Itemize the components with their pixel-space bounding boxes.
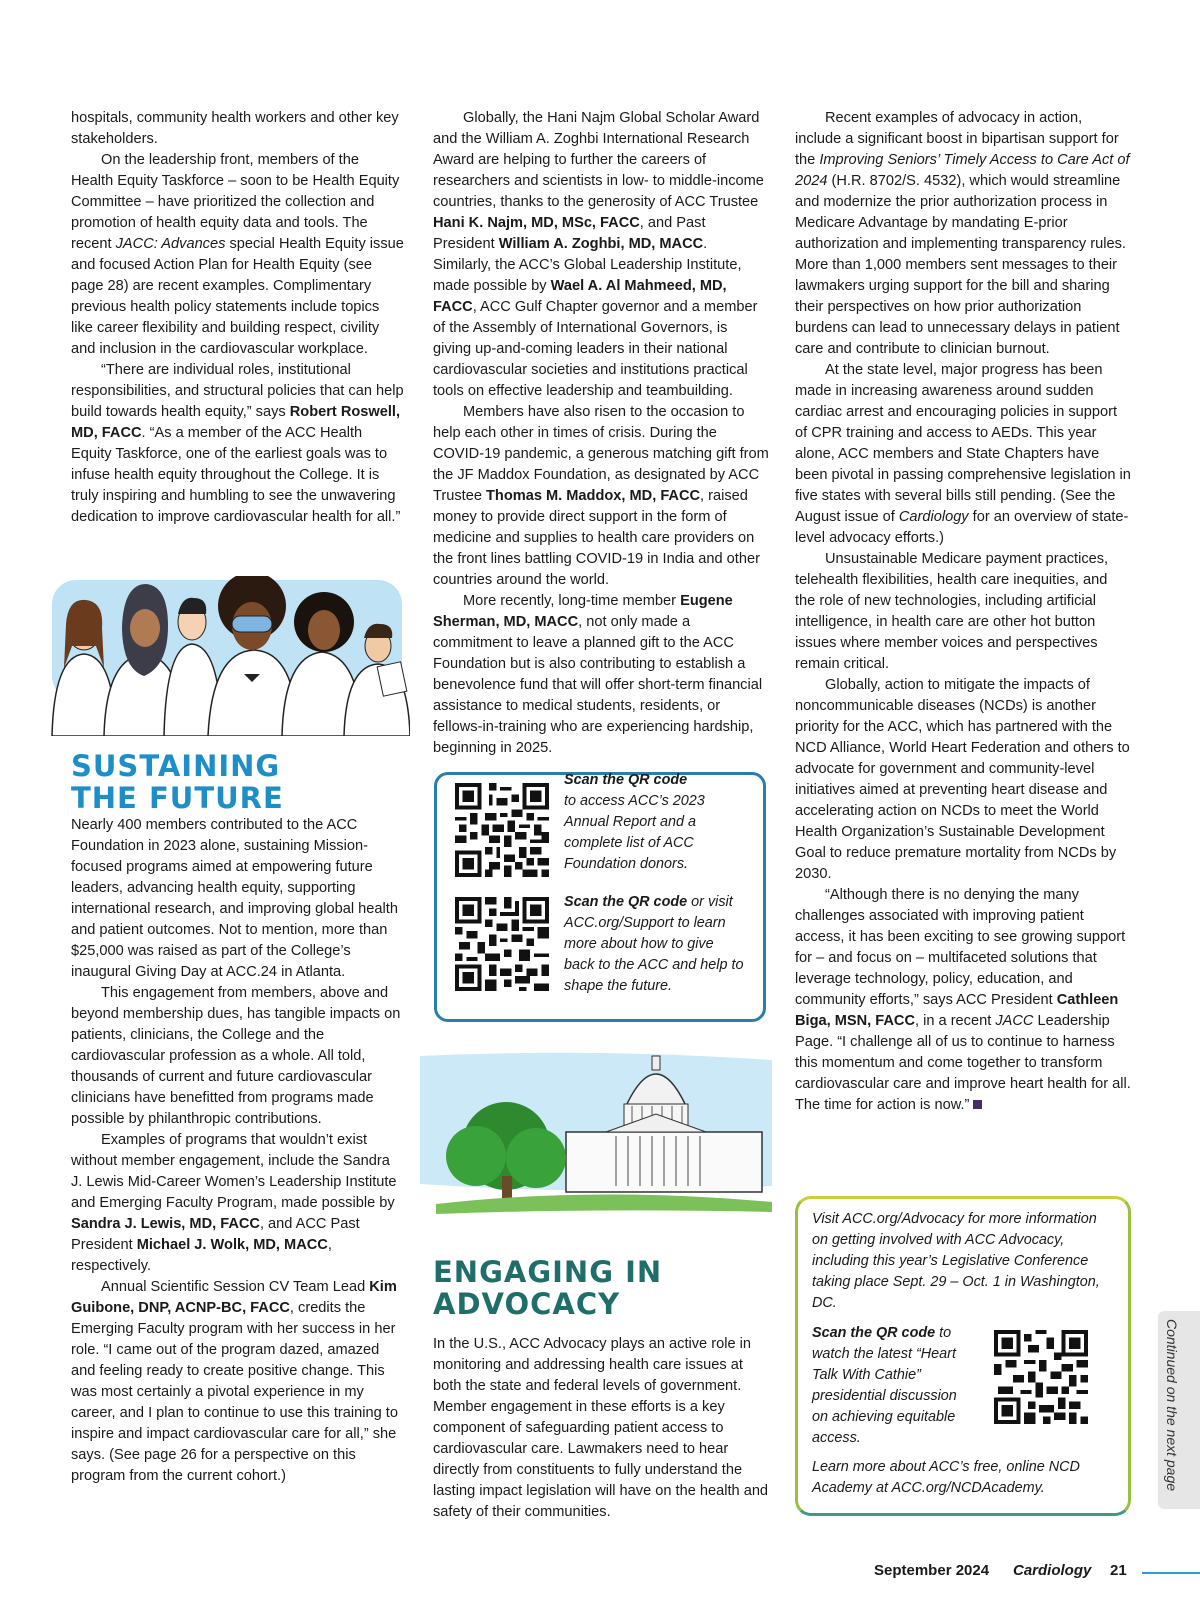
text: More recently, long-time member bbox=[463, 593, 681, 609]
heading-line: SUSTAINING bbox=[71, 749, 281, 783]
column-3-text bbox=[795, 108, 1131, 1116]
text: Members have also risen to the occasion to help each other in times of crisis. During the COVID-19 pandemic, a generous matching gift from the JF Maddox Foundation, as designated by ACC Trustee bbox=[433, 404, 769, 504]
text: Annual Scientific Session CV Team Lead bbox=[101, 1279, 370, 1295]
text: , credits the Emerging Faculty program with her success in her role. “I came out of the program dazed, amazed and feeling ready to create positive change. This was most certainly a pivotal experience in my career, and I plan to continue to use this training to inspire and impact cardiovascular care for all,” she says. (See page 26 for a perspective on this program from the current cohort.) bbox=[71, 1300, 398, 1484]
paragraph bbox=[71, 983, 405, 1130]
text: for an overview of state-level advocacy efforts.) bbox=[795, 509, 1129, 546]
doctors-illustration bbox=[44, 576, 410, 736]
qr-caption bbox=[564, 892, 744, 997]
paragraph bbox=[71, 815, 405, 983]
person-name: Robert Roswell, MD, FACC bbox=[71, 404, 401, 441]
callout-bold: Scan the QR code bbox=[812, 1325, 936, 1341]
paragraph bbox=[795, 360, 1131, 549]
paragraph bbox=[433, 591, 769, 759]
text: Leadership Page. “I challenge all of us to continue to harness this momentum and come together to transform cardiovascular care and improve heart health for all. The time for action is now.” bbox=[795, 1013, 1131, 1113]
callout-text bbox=[812, 1323, 972, 1449]
person-name: Hani K. Najm, MD, MSc, FACC bbox=[433, 215, 640, 231]
paragraph bbox=[795, 885, 1131, 1116]
paragraph bbox=[795, 675, 1131, 885]
text: Nearly 400 members contributed to the ACC Foundation in 2023 alone, sustaining Mission-focused programs aimed at empowering future leaders, advancing health equity, supporting international research, and improving global health and patient outcomes. Not to mention, more than $25,000 was raised as part of the College’s inaugural Giving Day at ACC.24 in Atlanta. bbox=[71, 817, 398, 980]
qr-caption-bold: Scan the QR code bbox=[564, 894, 688, 910]
qr-caption-text: or visit ACC.org/Support to learn more about how to give back to the ACC and help to shape the future. bbox=[564, 894, 744, 994]
text: Examples of programs that wouldn’t exist without member engagement, include the Sandra J. Lewis Mid-Career Women’s Leadership Institute and Emerging Faculty Program, made possible by bbox=[71, 1132, 397, 1211]
text: , and Past President bbox=[433, 215, 706, 252]
qr-code-icon[interactable] bbox=[994, 1330, 1088, 1424]
paragraph bbox=[433, 402, 769, 591]
capitol-illustration bbox=[416, 1036, 776, 1236]
person-name: William A. Zoghbi, MD, MACC bbox=[498, 236, 704, 252]
bill-title: Improving Seniors’ Timely Access to Care Act of 2024 bbox=[795, 152, 1130, 189]
footer-rule bbox=[1142, 1572, 1200, 1574]
text: In the U.S., ACC Advocacy plays an active role in monitoring and addressing health care issues at both the state and federal levels of government. Member engagement in these efforts is a key component of safeguarding patient access to cardiovascular care. Lawmakers need to hear directly from constituents to fully understand the lasting impact legislation will have on the health and safety of their communities. bbox=[433, 1336, 769, 1520]
column-1-text bbox=[71, 108, 405, 528]
column-2-text bbox=[433, 108, 769, 759]
person-name: Cathleen Biga, MSN, FACC bbox=[795, 992, 1119, 1029]
text: On the leadership front, members of the Health Equity Taskforce – soon to be Health Equity Committee – have prioritized the collection and promotion of health equity data and tools. The recent bbox=[71, 152, 400, 252]
heading-line: ADVOCACY bbox=[433, 1287, 621, 1321]
qr-caption-text: to access ACC’s 2023 Annual Report and a complete list of ACC Foundation donors. bbox=[564, 793, 705, 872]
qr-caption bbox=[564, 770, 744, 875]
text: , raised money to provide direct support in the form of medicine and supplies to health care providers on the front lines battling COVID-19 in India and other countries around the world. bbox=[433, 488, 760, 588]
text: At the state level, major progress has been made in increasing awareness around sudden cardiac arrest and encouraging policies in support of CPR training and access to AEDs. This year alone, ACC members and State Chapters have been pivotal in passing comprehensive legislation in five states with several bills still pending. (See the August issue of bbox=[795, 362, 1131, 525]
end-mark-icon bbox=[973, 1100, 982, 1109]
text: This engagement from members, above and beyond membership dues, has tangible impacts on patients, clinicians, the College and the cardiovascular profession as a whole. All told, thousands of current and future cardiovascular clinicians have benefitted from programs made possible by philanthropic contributions. bbox=[71, 985, 401, 1127]
advocacy-callout-box bbox=[795, 1196, 1131, 1516]
publication-title: JACC: Advances bbox=[115, 236, 226, 252]
text: . Similarly, the ACC’s Global Leadership Institute, made possible by bbox=[433, 236, 742, 294]
text: , and ACC Past President bbox=[71, 1216, 360, 1253]
paragraph bbox=[71, 108, 405, 150]
qr-caption-bold: Scan the QR code bbox=[564, 772, 688, 788]
heading-line: THE FUTURE bbox=[71, 781, 284, 815]
callout-rest: to watch the latest “Heart Talk With Cathie” presidential discussion on achieving equitable access. bbox=[812, 1325, 957, 1446]
footer-magazine: Cardiology bbox=[1013, 1562, 1092, 1579]
text: , ACC Gulf Chapter governor and a member of the Assembly of International Governors, is giving up-and-coming leaders in their national cardiovascular societies and institutions practical tools on effective leadership and teambuilding. bbox=[433, 299, 758, 399]
advocacy-text bbox=[433, 1334, 769, 1523]
text: , respectively. bbox=[71, 1237, 332, 1274]
text: special Health Equity issue and focused Action Plan for Health Equity (see page 28) are recent examples. Complimentary previous health policy statements include topics like career flexibility and building respect, civility and inclusion in the cardiovascular workplace. bbox=[71, 236, 404, 357]
person-name: Thomas M. Maddox, MD, FACC bbox=[486, 488, 701, 504]
paragraph bbox=[71, 1277, 405, 1487]
text: , not only made a commitment to leave a planned gift to the ACC Foundation but is also contributing to establish a benevolence fund that will offer short-term financial assistance to medical students, residents, or fellows-in-training who are experiencing hardship, beginning in 2025. bbox=[433, 614, 763, 756]
publication-title: Cardiology bbox=[898, 509, 969, 525]
callout-text: Visit ACC.org/Advocacy for more information on getting involved with ACC Advocacy, including this year’s Legislative Conference taking place Sept. 29 – Oct. 1 in Washington, DC. bbox=[812, 1211, 1100, 1311]
paragraph bbox=[433, 108, 769, 402]
paragraph bbox=[795, 108, 1131, 360]
text: Globally, action to mitigate the impacts of noncommunicable diseases (NCDs) is another priority for the ACC, which has partnered with the NCD Alliance, World Heart Federation and others to advocate for government and community-level initiatives aimed at preventing heart disease and accelerating action on NCDs to meet the World Health Organization’s Sustainable Development Goal to reduce premature mortality from NCDs by 2030. bbox=[795, 677, 1130, 882]
qr-callout-box bbox=[434, 772, 766, 1022]
callout-text: Learn more about ACC’s free, online NCD Academy at ACC.org/NCDAcademy. bbox=[812, 1459, 1080, 1496]
person-name: Kim Guibone, DNP, ACNP-BC, FACC bbox=[71, 1279, 397, 1316]
person-name: Michael J. Wolk, MD, MACC bbox=[136, 1237, 328, 1253]
text: Unsustainable Medicare payment practices, telehealth flexibilities, health care inequities, and the role of new technologies, including artificial intelligence, in health care are other hot button issues where member voices and perspectives remain critical. bbox=[795, 551, 1109, 672]
continued-tab bbox=[1158, 1311, 1200, 1509]
qr-code-icon[interactable] bbox=[455, 897, 549, 991]
qr-code-icon[interactable] bbox=[455, 783, 549, 877]
section-heading bbox=[71, 750, 284, 814]
paragraph bbox=[71, 1130, 405, 1277]
paragraph bbox=[71, 150, 405, 360]
text: (H.R. 8702/S. 4532), which would streamline and modernize the prior authorization process in Medicare Advantage by mandating E-prior authorization and implementing transparency rules. More than 1,000 members sent messages to their lawmakers urging support for the bill and sharing their perspectives on how prior authorization burdens can lead to unnecessary delays in patient care and contribute to clinician burnout. bbox=[795, 173, 1126, 357]
text: Globally, the Hani Najm Global Scholar Award and the William A. Zoghbi International Research Award are helping to further the careers of researchers and scientists in low- to middle-income countries, thanks to the generosity of ACC Trustee bbox=[433, 110, 764, 210]
publication-title: JACC bbox=[995, 1013, 1034, 1029]
footer-date: September 2024 bbox=[874, 1562, 990, 1579]
person-name: Wael A. Al Mahmeed, MD, FACC bbox=[433, 278, 727, 315]
text: Recent examples of advocacy in action, include a significant boost in bipartisan support for the bbox=[795, 110, 1119, 168]
sustaining-text bbox=[71, 815, 405, 1487]
heading-line: ENGAGING IN bbox=[433, 1255, 663, 1289]
paragraph bbox=[71, 360, 405, 528]
person-name: Sandra J. Lewis, MD, FACC bbox=[71, 1216, 260, 1232]
page-number: 21 bbox=[1110, 1562, 1127, 1579]
text: . “As a member of the ACC Health Equity Taskforce, one of the earliest goals was to infuse health equity throughout the College. It is truly inspiring and humbling to see the unwavering dedication to improve cardiovascular health for all.” bbox=[71, 425, 401, 525]
text: , in a recent bbox=[915, 1013, 996, 1029]
paragraph bbox=[795, 549, 1131, 675]
person-name: Eugene Sherman, MD, MACC bbox=[433, 593, 733, 630]
text: hospitals, community health workers and other key stakeholders. bbox=[71, 110, 399, 147]
continued-label: Continued on the next page bbox=[1164, 1319, 1180, 1492]
section-heading bbox=[433, 1256, 662, 1320]
text: “There are individual roles, institutional responsibilities, and structural policies that can help build towards health equity,” says bbox=[71, 362, 404, 420]
paragraph bbox=[433, 1334, 769, 1523]
text: “Although there is no denying the many challenges associated with improving patient access, it has been exciting to see growing support for – and focus on – multifaceted solutions that leverage technology, policy, education, and community efforts,” says ACC President bbox=[795, 887, 1126, 1008]
